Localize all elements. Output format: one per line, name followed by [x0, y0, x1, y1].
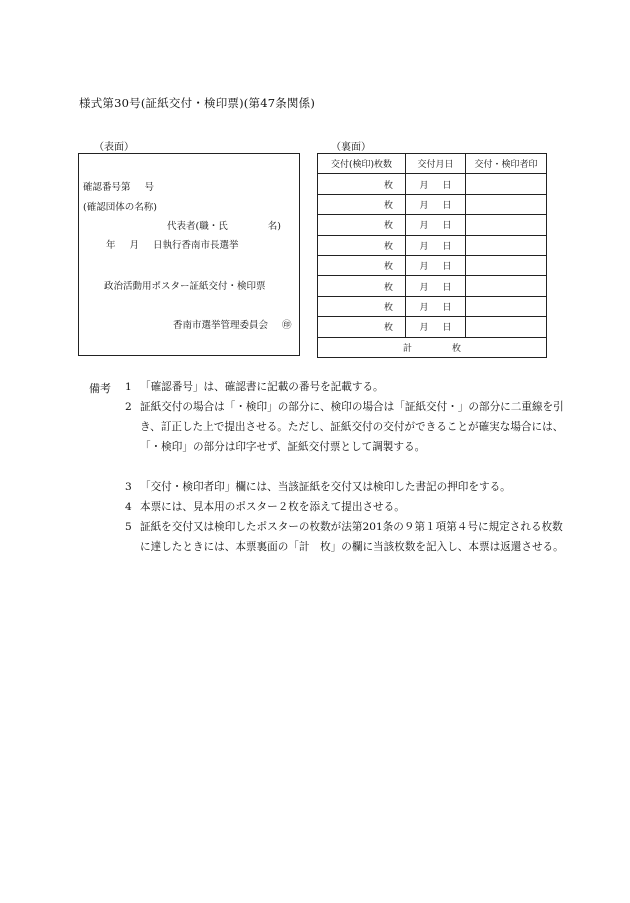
total-cell — [318, 337, 547, 357]
table-row — [318, 174, 547, 194]
election-year-label: 年 — [106, 240, 116, 251]
note-item — [125, 478, 570, 498]
front-side-box — [78, 153, 300, 356]
group-name-label: (確認団体の名称) — [83, 202, 157, 213]
day-label: 日 — [442, 200, 452, 211]
seal-cell — [466, 276, 547, 296]
count-cell: 枚 — [318, 174, 406, 194]
seal-cell — [466, 194, 547, 214]
note-text: 「交付・検印者印」欄には、当該証紙を交付又は検印した書記の押印をする。 — [140, 481, 511, 493]
table-row — [318, 255, 547, 275]
seal-cell — [466, 296, 547, 316]
day-label: 日 — [442, 241, 452, 252]
confirm-number-label: 確認番号第 — [83, 182, 131, 193]
seal-cell — [466, 317, 547, 337]
total-unit: 枚 — [452, 343, 462, 354]
header-count: 交付(検印)枚数 — [318, 154, 406, 174]
table-header-row — [318, 154, 547, 174]
representative-line — [167, 218, 281, 232]
date-cell — [406, 276, 466, 296]
header-seal: 交付・検印者印 — [466, 154, 547, 174]
front-side-label: （表面） — [94, 142, 134, 153]
confirm-number-suffix: 号 — [144, 182, 155, 193]
total-label: 計 — [402, 343, 412, 354]
note-number: 4 — [125, 501, 132, 513]
date-cell — [406, 174, 466, 194]
date-cell — [406, 235, 466, 255]
day-label: 日 — [442, 323, 452, 334]
total-row — [318, 337, 547, 357]
count-cell: 枚 — [318, 255, 406, 275]
note-number: 5 — [125, 521, 132, 533]
document-name: 政治活動用ポスター証紙交付・検印票 — [104, 281, 266, 292]
table-row — [318, 276, 547, 296]
day-label: 日 — [442, 262, 452, 273]
date-cell — [406, 194, 466, 214]
representative-label: 代表者(職・氏 — [167, 221, 228, 232]
seal-mark: ㊞ — [282, 320, 292, 331]
note-text: 本票には、見本用のポスター２枚を添えて提出させる。 — [140, 501, 405, 513]
month-label: 月 — [419, 241, 429, 252]
note-item — [125, 378, 570, 398]
day-label: 日 — [442, 282, 452, 293]
seal-cell — [466, 235, 547, 255]
election-date-line — [106, 237, 239, 251]
day-label: 日 — [442, 221, 452, 232]
date-cell — [406, 255, 466, 275]
count-cell: 枚 — [318, 194, 406, 214]
seal-cell — [466, 255, 547, 275]
count-cell: 枚 — [318, 276, 406, 296]
note-number: 1 — [125, 381, 132, 393]
month-label: 月 — [419, 302, 429, 313]
count-cell: 枚 — [318, 215, 406, 235]
month-label: 月 — [419, 282, 429, 293]
table-row — [318, 296, 547, 316]
back-side-table — [317, 153, 547, 358]
confirm-number-line — [83, 179, 154, 193]
day-label: 日 — [442, 302, 452, 313]
note-text: 証紙交付の場合は「・検印」の部分に、検印の場合は「証紙交付・」の部分に二重線を引き、訂正した上で提出させる。ただし、証紙交付の交付ができることが確実な場合には、「・検印」の部分は印字せず、証紙交付票として調製する。 — [140, 401, 564, 453]
header-date: 交付月日 — [406, 154, 466, 174]
month-label: 月 — [419, 221, 429, 232]
note-item — [125, 498, 570, 518]
committee-line — [173, 317, 292, 331]
note-item — [125, 398, 570, 458]
count-cell: 枚 — [318, 235, 406, 255]
table-row — [318, 215, 547, 235]
count-cell: 枚 — [318, 296, 406, 316]
note-text: 証紙を交付又は検印したポスターの枚数が法第201条の９第１項第４号に規定される枚数に達したときには、本票裏面の「計 枚」の欄に当該枚数を記入し、本票は返還させる。 — [140, 521, 564, 553]
date-cell — [406, 317, 466, 337]
seal-cell — [466, 215, 547, 235]
table-row — [318, 235, 547, 255]
month-label: 月 — [419, 323, 429, 334]
note-number: 3 — [125, 481, 132, 493]
month-label: 月 — [419, 262, 429, 273]
date-cell — [406, 215, 466, 235]
month-label: 月 — [419, 180, 429, 191]
election-name: 日執行香南市長選挙 — [153, 240, 239, 251]
note-text: 「確認番号」は、確認書に記載の番号を記載する。 — [140, 381, 384, 393]
seal-cell — [466, 174, 547, 194]
date-cell — [406, 296, 466, 316]
form-title: 様式第30号(証紙交付・検印票)(第47条関係) — [79, 96, 316, 110]
note-number: 2 — [125, 401, 132, 413]
table-row — [318, 317, 547, 337]
table-row — [318, 194, 547, 214]
note-item — [125, 518, 570, 558]
month-label: 月 — [419, 200, 429, 211]
representative-suffix: 名) — [267, 221, 281, 232]
committee-name: 香南市選挙管理委員会 — [173, 320, 269, 331]
back-side-label: （裏面） — [331, 142, 371, 153]
day-label: 日 — [442, 180, 452, 191]
notes-heading: 備考 — [89, 382, 111, 395]
count-cell: 枚 — [318, 317, 406, 337]
election-month-label: 月 — [129, 240, 140, 251]
